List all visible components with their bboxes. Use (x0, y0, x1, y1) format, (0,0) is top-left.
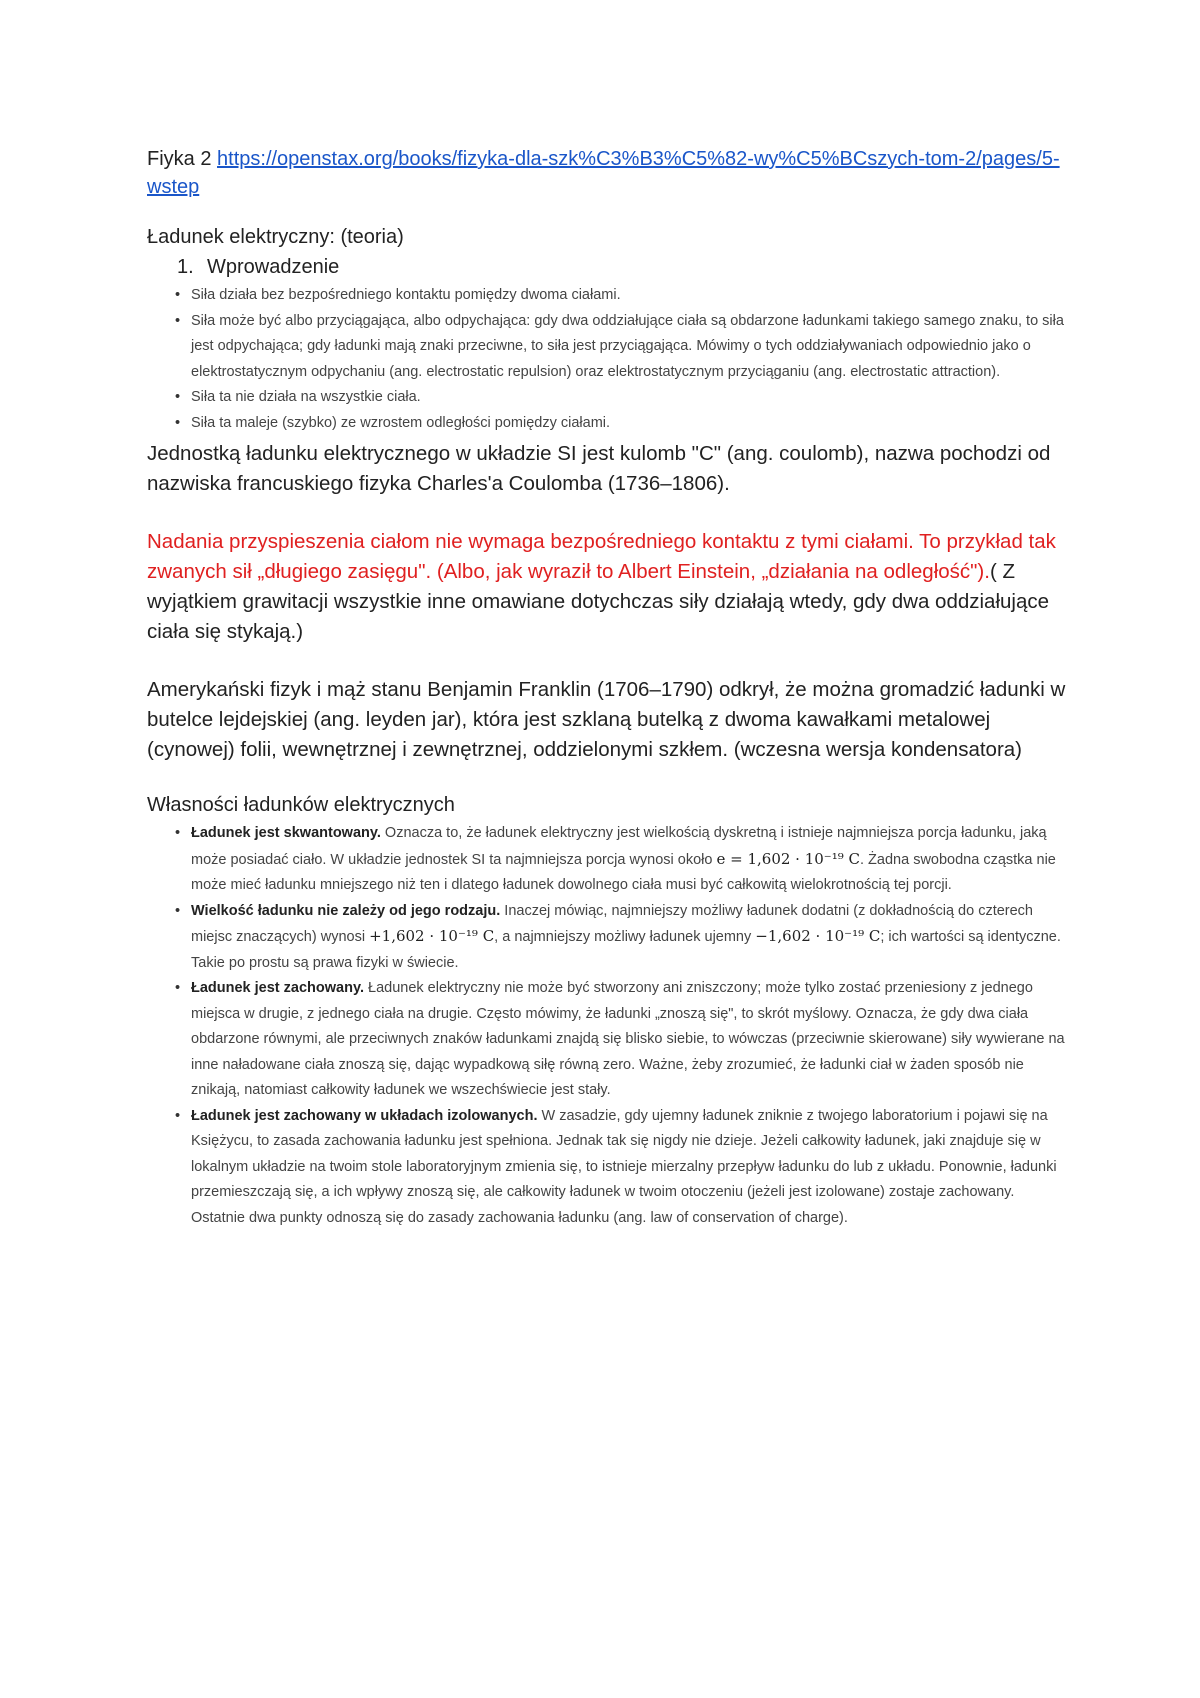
section-title-properties: Własności ładunków elektrycznych (147, 794, 455, 816)
item-text: , a najmniejszy możliwy ładunek ujemny (494, 929, 756, 945)
acceleration-paragraph (147, 527, 1067, 647)
highlighted-text: Nadania przyspieszenia ciałom nie wymaga bezpośredniego kontaktu z tymi ciałami. To przykład tak zwanych sił „długiego zasięgu". (Albo, jak wyraził to Albert Einstein, „działania na odległość"). (147, 530, 1056, 583)
list-item: • Siła działa bez bezpośredniego kontaktu pomiędzy dwoma ciałami. (191, 283, 1067, 309)
list-item (191, 976, 1067, 1104)
intro-bullet-list (147, 283, 1067, 436)
item-number: 1. (177, 256, 194, 278)
numbered-item (177, 253, 1067, 281)
franklin-paragraph: Amerykański fizyk i mąż stanu Benjamin Franklin (1706–1790) odkrył, że można gromadzić ładunki w butelce lejdejskiej (ang. leyden jar), która jest szklaną butelką z dwoma kawałkami metalowej (cynowej) folii, wewnętrznej i zewnętrznej, oddzielonymi szkłem. (wczesna wersja kondensatora) (147, 678, 1066, 761)
unit-paragraph: Jednostką ładunku elektrycznego w układzie SI jest kulomb "C" (ang. coulomb), nazwa pochodzi od nazwiska francuskiego fizyka Charles'a Coulomba (1736–1806). (147, 442, 1051, 495)
header-line (147, 145, 1067, 201)
openstax-link[interactable]: https://openstax.org/books/fizyka-dla-szk%C3%B3%C5%82-wy%C5%BCszych-tom-2/pages/5-wstep (147, 148, 1060, 198)
paragraph-text: ( Z wyjątkiem grawitacji wszystkie inne omawiane dotychczas siły działają wtedy, gdy dwa oddziałujące ciała się stykają.) (147, 560, 1050, 643)
list-item: • Siła może być albo przyciągająca, albo odpychająca: gdy dwa oddziałujące ciała są obdarzone ładunkami takiego samego znaku, to siła jest odpychająca; gdy ładunki mają znaki przeciwne, to siła jest przyciągająca. Mówimy o tych oddziaływaniach odpowiednio jako o elektrostatycznym odpychaniu (ang. electrostatic repulsion) oraz elektrostatycznym przyciąganiu (ang. electrostatic attraction). (191, 309, 1067, 386)
list-item: • Siła ta maleje (szybko) ze wzrostem odległości pomiędzy ciałami. (191, 411, 1067, 437)
bold-lead: Wielkość ładunku nie zależy od jego rodzaju. (191, 902, 501, 919)
item-text: Oznacza to, że ładunek elektryczny jest wielkością dyskretną i istnieje najmniejsza porcja ładunku, jaką może posiadać ciało. W układzie jednostek SI ta najmniejsza porcja wynosi około (191, 825, 1047, 868)
document-content (147, 145, 1067, 1231)
properties-bullet-list (147, 821, 1067, 1231)
section-title-charge: Ładunek elektryczny: (teoria) (147, 226, 404, 248)
list-item: • Siła ta nie działa na wszystkie ciała. (191, 385, 1067, 411)
formula: +1,602 · 10⁻¹⁹ C (369, 927, 495, 945)
list-item (191, 1104, 1067, 1232)
item-text: Inaczej mówiąc, najmniejszy możliwy ładunek dodatni (z dokładnością do czterech miejsc znaczących) wynosi (191, 902, 1033, 945)
list-item (191, 821, 1067, 899)
list-item (191, 899, 1067, 977)
item-label: Wprowadzenie (207, 256, 340, 278)
item-text: ; ich wartości są identyczne. Takie po prostu są prawa fizyki w świecie. (191, 929, 1061, 971)
numbered-list (177, 253, 1067, 281)
item-text: W zasadzie, gdy ujemny ładunek zniknie z twojego laboratorium i pojawi się na Księżycu, to zasada zachowania ładunku jest spełniona. Jednak tak się nigdy nie dzieje. Jeżeli całkowity ładunek, jaki znajduje się w lokalnym układzie na twoim stole laboratoryjnym zmienia się, to istnieje mierzalny przepływ ładunku do lub z układu. Ponownie, ładunki przemieszczają się, a ich wpływy znoszą się, ale całkowity ładunek w twoim otoczeniu (jeżeli jest izolowane) zostaje zachowany. Ostatnie dwa punkty odnoszą się do zasady zachowania ładunku (ang. law of conservation of charge). (191, 1107, 1057, 1226)
formula: e = 1,602 · 10⁻¹⁹ C (716, 849, 860, 868)
bold-lead: Ładunek jest zachowany. (191, 980, 364, 996)
formula: −1,602 · 10⁻¹⁹ C (755, 927, 881, 945)
item-text: Ładunek elektryczny nie może być stworzony ani zniszczony; może tylko zostać przeniesiony z jednego miejsca w drugie, z jednego ciała na drugie. Często mówimy, że ładunki „znoszą się", to skrót myślowy. Oznacza, że gdy dwa ciała obdarzone równymi, ale przeciwnych znaków ładunkami znajdą się blisko siebie, to wówczas (przeciwnie skierowane) siły wywierane na inne naładowane ciała znoszą się, dając wypadkową siłę równą zero. Ważne, żeby zrozumieć, że ładunki ciał w żaden sposób nie znikają, natomiast całkowity ładunek we wszechświecie jest stały. (191, 980, 1065, 1098)
item-text: . Żadna swobodna cząstka nie może mieć ładunku mniejszego niż ten i dlatego ładunek dowolnego ciała musi być całkowitą wielokrotnością tej porcji. (191, 851, 1056, 893)
header-prefix: Fiyka 2 (147, 148, 212, 170)
bold-lead: Ładunek jest skwantowany. (191, 825, 381, 841)
bold-lead: Ładunek jest zachowany w układach izolowanych. (191, 1107, 538, 1124)
